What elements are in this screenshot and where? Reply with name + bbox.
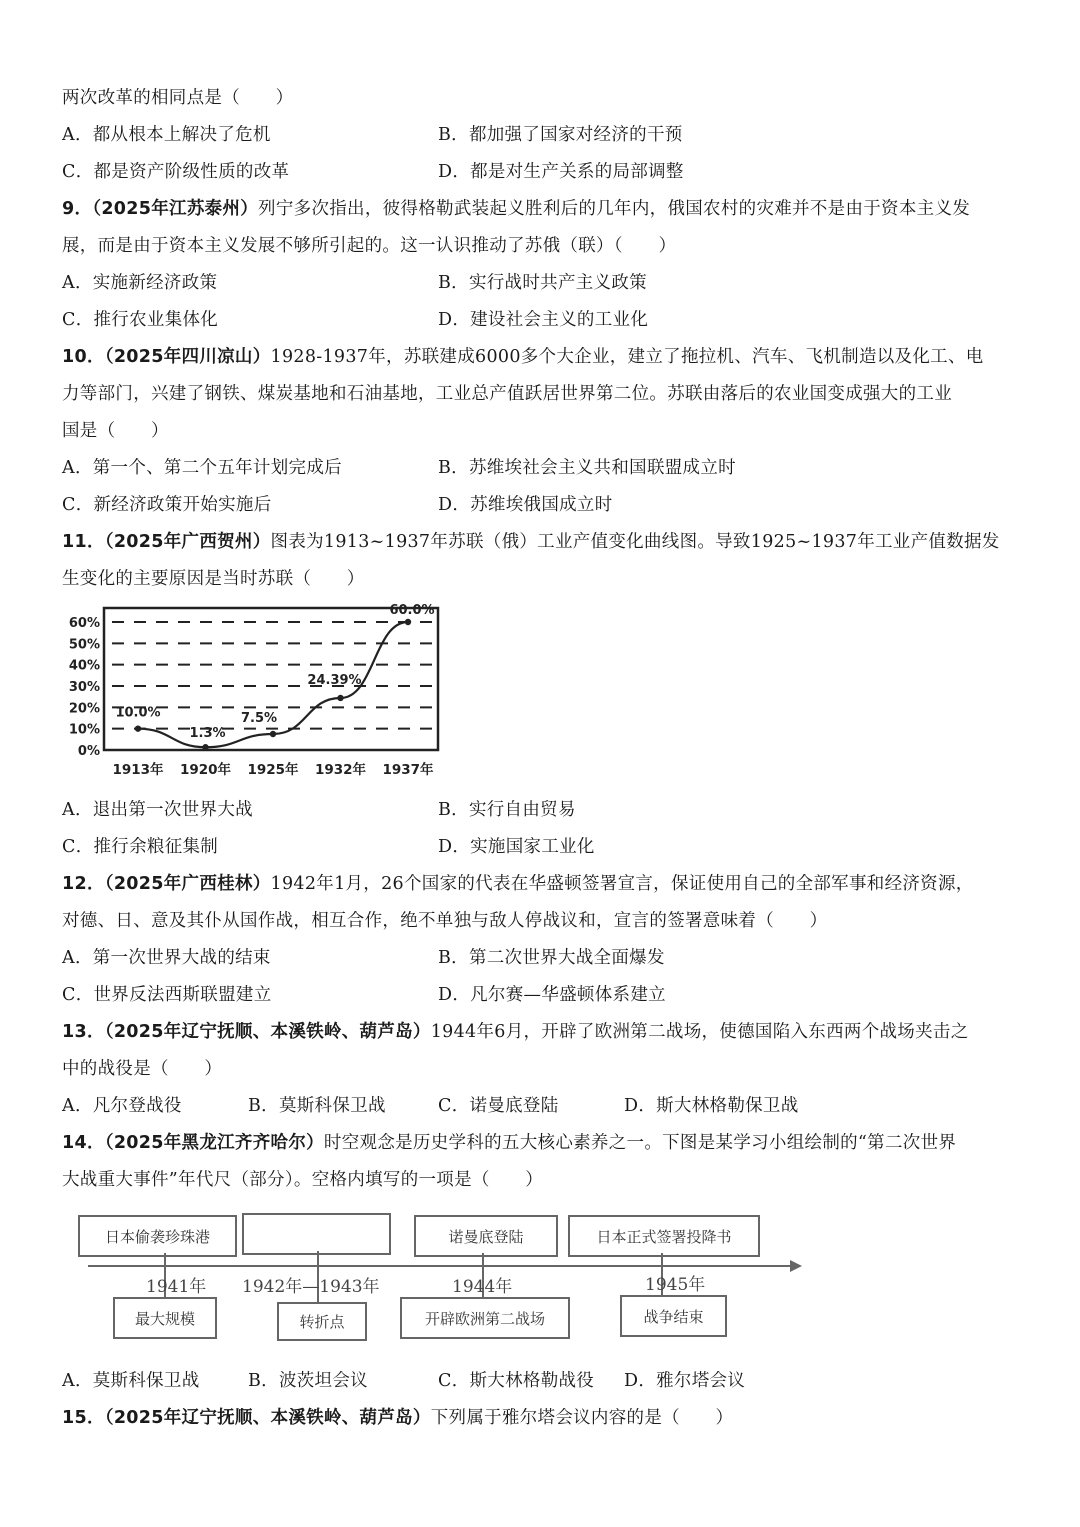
chart-y-tick-label: 0% [77,744,100,759]
q14-option-b: B．波茨坦会议 [248,1371,368,1391]
q11-number: 11． [62,532,105,552]
q15-line1 [62,1404,733,1429]
q10-option-b: B．苏维埃社会主义共和国联盟成立时 [438,458,736,478]
chart-x-tick-label: 1925年 [247,762,299,778]
q9-option-b: B．实行战时共产主义政策 [438,273,647,293]
q14-option-c: C．斯大林格勒战役 [438,1371,595,1391]
q12-option-d: D．凡尔赛—华盛顿体系建立 [438,985,666,1005]
q13-source-tag: （2025年辽宁抚顺、本溪铁岭、葫芦岛） [104,1022,431,1042]
q12-text-1: 1942年1月，26个国家的代表在华盛顿签署宣言，保证使用自己的全部军事和经济资源， [270,874,974,894]
q13-number: 13． [62,1022,105,1042]
q9-number: 9． [62,199,93,219]
chart-data-label: 24.39% [307,672,362,688]
chart-data-label: 7.5% [240,711,278,726]
q8-option-c: C．都是资产阶级性质的改革 [62,162,290,182]
q11-option-b: B．实行自由贸易 [438,800,576,820]
q13-text-2: 中的战役是（ ） [62,1059,223,1079]
q11-option-d: D．实施国家工业化 [438,837,595,857]
q9-text-2: 展，而是由于资本主义发展不够所引起的。这一认识推动了苏俄（联）（ ） [62,236,677,256]
q12-option-a: A．第一次世界大战的结束 [62,948,271,968]
chart-y-tick-label: 30% [68,680,100,695]
q8-stem: 两次改革的相同点是（ ） [62,88,294,108]
chart-y-tick-label: 10% [68,722,100,738]
q10-text-2: 力等部门，兴建了钢铁、煤炭基地和石油基地，工业总产值跃居世界第二位。苏联由落后的农业国变成强大的工业 [62,384,952,404]
timeline-label-box: 最大规模 [113,1297,217,1339]
timeline-label-box: 开辟欧洲第二战场 [400,1297,570,1339]
chart-y-tick-label: 50% [68,637,100,653]
q15-number: 15． [62,1408,105,1428]
timeline-event-box: 日本偷袭珍珠港 [78,1215,237,1257]
q10-option-d: D．苏维埃俄国成立时 [438,495,613,515]
q13-text-1: 1944年6月，开辟了欧洲第二战场，使德国陷入东西两个战场夹击之 [430,1022,969,1042]
q12-option-b: B．第二次世界大战全面爆发 [438,948,665,968]
q9-option-a: A．实施新经济政策 [62,273,218,293]
chart-y-tick-label: 20% [68,701,100,717]
q9-source-tag: （2025年江苏泰州） [92,199,259,219]
q14-source-tag: （2025年黑龙江齐齐哈尔） [104,1133,324,1153]
chart-y-tick-label: 60% [68,616,100,631]
q15-text-1: 下列属于雅尔塔会议内容的是（ ） [430,1408,734,1428]
timeline-year: 1944年 [452,1277,513,1297]
q11-text-1: 图表为1913~1937年苏联（俄）工业产值变化曲线图。导致1925~1937年工业产值数据发 [270,532,1000,552]
q9-option-d: D．建设社会主义的工业化 [438,310,649,330]
chart-x-tick-label: 1937年 [382,762,434,778]
timeline-event-box: 日本正式签署投降书 [568,1215,760,1257]
q8-option-d: D．都是对生产关系的局部调整 [438,162,684,182]
chart-y-tick-label: 40% [68,658,100,674]
chart-data-label: 1.3% [189,726,226,742]
q11-option-a: A．退出第一次世界大战 [62,800,253,820]
q12-option-c: C．世界反法西斯联盟建立 [62,985,272,1005]
timeline-year: 1945年 [645,1275,706,1295]
chart-x-tick-label: 1932年 [314,762,367,778]
q13-option-a: A．凡尔登战役 [62,1096,182,1116]
q10-source-tag: （2025年四川凉山） [104,347,271,367]
q14-option-a: A．莫斯科保卫战 [62,1371,200,1391]
chart-x-tick-label: 1913年 [112,762,164,778]
q11-text-2: 生变化的主要原因是当时苏联（ ） [62,569,365,589]
q13-option-d: D．斯大林格勒保卫战 [624,1096,799,1116]
q10-option-a: A．第一个、第二个五年计划完成后 [62,458,342,478]
timeline-year: 1942年—1943年 [242,1277,380,1297]
q12-text-2: 对德、日、意及其仆从国作战，相互合作，绝不单独与敌人停战议和，宣言的签署意味着（ ） [62,911,828,931]
q10-number: 10． [62,347,105,367]
q12-source-tag: （2025年广西桂林） [104,874,271,894]
timeline-year: 1941年 [146,1277,207,1297]
q14-text-1: 时空观念是历史学科的五大核心素养之一。下图是某学习小组绘制的“第二次世界 [323,1133,957,1153]
q10-text-3: 国是（ ） [62,421,169,441]
q14-number: 14． [62,1133,105,1153]
q13-option-b: B．莫斯科保卫战 [248,1096,386,1116]
q11-source-tag: （2025年广西贺州） [104,532,271,552]
timeline-label-box: 转折点 [277,1302,367,1341]
q8-option-a: A．都从根本上解决了危机 [62,125,271,145]
q14-option-d: D．雅尔塔会议 [624,1371,746,1391]
q11-option-c: C．推行余粮征集制 [62,837,219,857]
q10-option-c: C．新经济政策开始实施后 [62,495,272,515]
timeline-event-box: 诺曼底登陆 [414,1215,558,1257]
q10-text-1: 1928-1937年，苏联建成6000多个大企业，建立了拖拉机、汽车、飞机制造以及化工、电 [270,347,984,367]
q14-text-2: 大战重大事件”年代尺（部分）。空格内填写的一项是（ ） [62,1170,544,1190]
timeline-arrow-icon [790,1260,802,1272]
q13-option-c: C．诺曼底登陆 [438,1096,559,1116]
q15-source-tag: （2025年辽宁抚顺、本溪铁岭、葫芦岛） [104,1408,431,1428]
chart-x-tick-label: 1920年 [179,762,232,778]
timeline-label-box: 战争结束 [620,1295,727,1337]
chart-data-label: 10.0% [115,705,161,721]
q9-option-c: C．推行农业集体化 [62,310,219,330]
q8-option-b: B．都加强了国家对经济的干预 [438,125,683,145]
q12-number: 12． [62,874,105,894]
q9-text-1: 列宁多次指出，彼得格勒武装起义胜利后的几年内，俄国农村的灾难并不是由于资本主义发 [258,199,971,219]
chart-data-label: 60.0% [389,603,435,618]
